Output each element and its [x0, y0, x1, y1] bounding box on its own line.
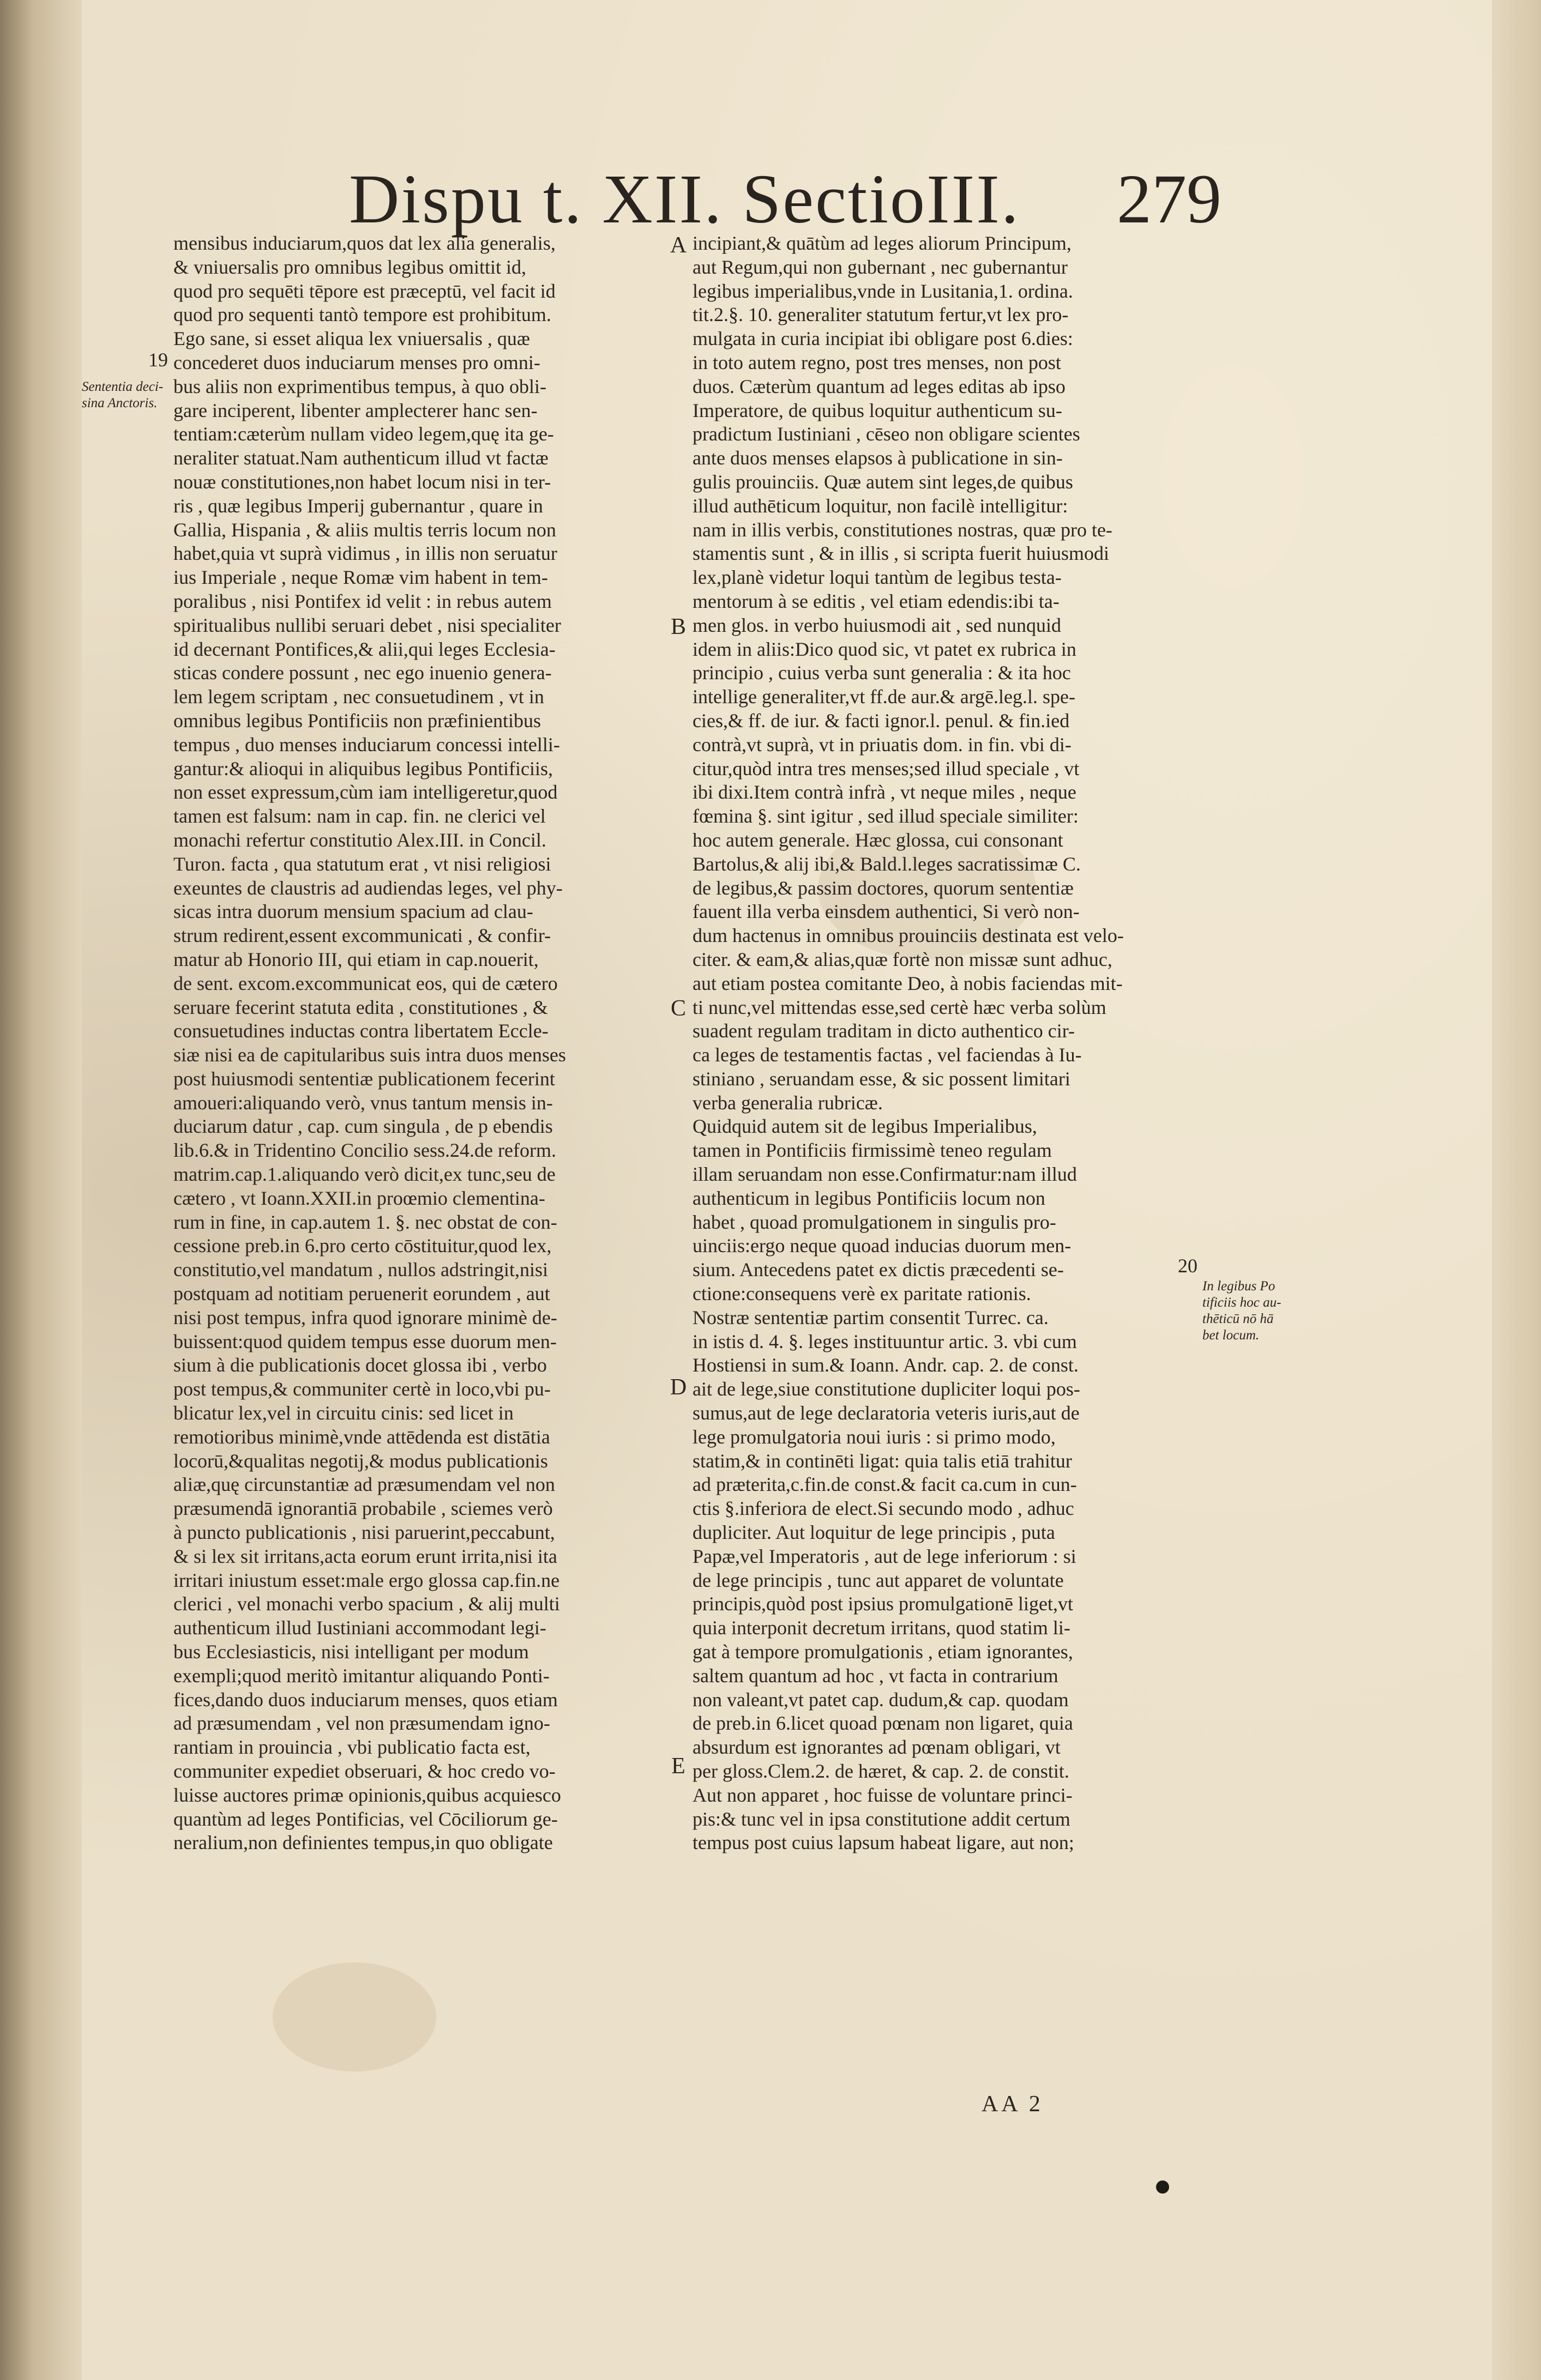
text-line: ti nunc,vel mittendas esse,sed certè hæc verba solùm [693, 996, 1106, 1018]
text-line: aliæ,quę circunstantiæ ad præsumendam vel non [173, 1473, 555, 1496]
text-line: siæ nisi ea de capitularibus suis intra duos menses [173, 1044, 566, 1066]
text-line: de sent. excom.excommunicat eos, qui de cætero [173, 972, 558, 994]
margin-note-line: Sententia deci- [82, 379, 164, 394]
text-line: ctione:consequens verè ex paritate rationis. [693, 1283, 1031, 1305]
text-line: Turon. facta , qua statutum erat , vt nisi religiosi [173, 853, 551, 875]
text-line: ris , quæ legibus Imperij gubernantur , quare in [173, 494, 543, 517]
text-line: exeuntes de claustris ad audiendas leges, vel phy- [173, 877, 563, 899]
left-margin-note [82, 379, 172, 417]
text-line: præsumendā ignorantiā probabile , sciemes verò [173, 1497, 553, 1520]
text-line: tamen in Pontificiis firmissimè teneo regulam [693, 1139, 1052, 1162]
text-line: exempli;quod meritò imitantur aliquando Ponti- [173, 1664, 550, 1687]
text-line: neralium,non definientes tempus,in quo obligate [173, 1832, 553, 1854]
text-line: gare inciperent, libenter amplecterer hanc sen- [173, 399, 538, 421]
text-line: spiritualibus nullibi seruari debet , nisi specialiter [173, 614, 561, 636]
text-line: tempus post cuius lapsum habeat ligare, aut non; [693, 1832, 1074, 1854]
text-line: quod pro sequenti tantò tempore est prohibitum. [173, 304, 551, 326]
text-line: constitutio,vel mandatum , nullos adstringit,nisi [173, 1259, 548, 1281]
text-line: de lege principis , tunc aut apparet de voluntate [693, 1569, 1064, 1591]
text-line: bus aliis non exprimentibus tempus, à quo obli- [173, 375, 546, 397]
text-line: duciarum datur , cap. cum singula , de p ebendis [173, 1115, 553, 1138]
text-line: ibi dixi.Item contrà infrà , vt neque miles , neque [693, 781, 1076, 804]
text-line: stiniano , seruandam esse, & sic possent limitari [693, 1067, 1070, 1090]
text-line: legibus imperialibus,vnde in Lusitania,1. ordina. [693, 280, 1073, 302]
paragraph-number-20: 20 [1178, 1255, 1197, 1277]
text-line: mulgata in curia incipiat ibi obligare post 6.dies: [693, 328, 1073, 350]
page-edge [1492, 0, 1541, 2380]
text-line: ante duos menses elapsos à publicatione in sin- [693, 447, 1063, 469]
text-line: quantùm ad leges Pontificias, vel Cōciliorum ge- [173, 1808, 558, 1830]
section-letter-b: B [670, 614, 686, 639]
paragraph-number-19: 19 [148, 349, 168, 371]
text-line: communiter expediet obseruari, & hoc credo vo- [173, 1760, 556, 1782]
margin-note-line: sina Anctoris. [82, 396, 158, 410]
text-line: pis:& tunc vel in ipsa constitutione addit certum [693, 1808, 1070, 1830]
text-line: aut etiam postea comitante Deo, à nobis faciendas mit- [693, 972, 1123, 994]
text-line: habet , quoad promulgationem in singulis pro- [693, 1211, 1056, 1233]
text-line: locorū,&qualitas negotij,& modus publicationis [173, 1449, 548, 1472]
text-line: ius Imperiale , neque Romæ vim habent in tem- [173, 566, 548, 589]
text-line: lib.6.& in Tridentino Concilio sess.24.de reform. [173, 1139, 556, 1162]
text-line: ca leges de testamentis factas , vel faciendas à Iu- [693, 1044, 1082, 1066]
text-line: clerici , vel monachi verbo spacium , & alij multi [173, 1593, 560, 1615]
text-line: post huiusmodi sententiæ publicationem fecerint [173, 1067, 555, 1090]
text-line: illud authēticum loquitur, non facilè intelligitur: [693, 494, 1068, 517]
text-line: sticas condere possunt , nec ego inuenio genera- [173, 662, 552, 684]
section-letter-c: C [670, 996, 686, 1021]
text-line: tamen est falsum: nam in cap. fin. ne clerici vel [173, 805, 546, 827]
text-line: authenticum illud Iustiniani accommodant legi- [173, 1617, 546, 1639]
gutter-shadow [0, 0, 82, 2380]
text-line: nisi post tempus, infra quod ignorare minimè de- [173, 1306, 557, 1328]
left-text-column [173, 232, 664, 2080]
text-line: sium. Antecedens patet ex dictis præcedenti se- [693, 1259, 1064, 1281]
text-line: illam seruandam non esse.Confirmatur:nam illud [693, 1163, 1077, 1186]
text-line: Aut non apparet , hoc fuisse de voluntare princi- [693, 1784, 1073, 1806]
text-line: remotioribus minimè,vnde attēdenda est distātia [173, 1425, 550, 1448]
text-line: suadent regulam traditam in dicto authentico cir- [693, 1020, 1075, 1042]
text-line: & vniuersalis pro omnibus legibus omittit id, [173, 256, 526, 278]
text-line: lex,planè videtur loqui tantùm de legibus testa- [693, 566, 1062, 589]
text-line: sumus,aut de lege declaratoria veteris iuris,aut de [693, 1402, 1080, 1424]
text-line: saltem quantum ad hoc , vt facta in contrarium [693, 1664, 1058, 1687]
text-line: pradictum Iustiniani , cēseo non obligare scientes [693, 423, 1080, 445]
text-line: ait de lege,siue constitutione dupliciter loqui pos- [693, 1378, 1080, 1400]
margin-note-line: In legibus Po [1202, 1279, 1275, 1294]
text-line: Imperatore, de quibus loquitur authenticum su- [693, 399, 1062, 421]
text-line: quod pro sequēti tēpore est præceptū, vel facit id [173, 280, 556, 302]
text-line: & si lex sit irritans,acta eorum erunt irrita,nisi ita [173, 1545, 557, 1567]
text-line: contrà,vt suprà, vt in priuatis dom. in fin. vbi di- [693, 733, 1072, 756]
text-line: principio , cuius verba sunt generalia : & ita hoc [693, 662, 1071, 684]
text-line: sium à die publicationis docet glossa ibi , verbo [173, 1354, 547, 1376]
text-line: stamentis sunt , & in illis , si scripta fuerit huiusmodi [693, 542, 1109, 565]
margin-note-line: bet locum. [1202, 1328, 1260, 1343]
text-line: non valeant,vt patet cap. dudum,& cap. quodam [693, 1688, 1069, 1711]
text-line: consuetudines inductas contra libertatem Eccle- [173, 1020, 549, 1042]
text-line: intellige generaliter,vt ff.de aur.& argē.leg.l. spe- [693, 686, 1075, 708]
text-line: uinciis:ergo neque quoad inducias duorum men- [693, 1235, 1072, 1257]
text-line: neraliter statuat.Nam authenticum illud vt factæ [173, 447, 549, 469]
text-line: citer. & eam,& alias,quæ fortè non missæ sunt adhuc, [693, 948, 1112, 970]
text-line: matur ab Honorio III, qui etiam in cap.nouerit, [173, 948, 539, 970]
right-text-column [693, 232, 1179, 2080]
text-line: ad præsumendam , vel non præsumendam igno- [173, 1712, 550, 1735]
text-line: matrim.cap.1.aliquando verò dicit,ex tunc,seu de [173, 1163, 556, 1186]
text-line: ctis §.inferiora de elect.Si secundo modo , adhuc [693, 1497, 1074, 1520]
text-line: irritari iniustum esset:male ergo glossa cap.fin.ne [173, 1569, 560, 1591]
text-line: verba generalia rubricæ. [693, 1091, 883, 1114]
signature-mark: AA 2 [982, 2092, 1044, 2117]
text-line: gulis prouinciis. Quæ autem sint leges,de quibus [693, 470, 1073, 493]
text-line: idem in aliis:Dico quod sic, vt patet ex rubrica in [693, 638, 1076, 660]
page-number: 279 [1117, 160, 1221, 238]
text-line: Hostiensi in sum.& Ioann. Andr. cap. 2. de const. [693, 1354, 1079, 1376]
text-line: per gloss.Clem.2. de hæret, & cap. 2. de constit. [693, 1760, 1069, 1782]
text-line: Quidquid autem sit de legibus Imperialibus, [693, 1115, 1037, 1138]
text-line: ad præterita,c.fin.de const.& facit ca.cum in cun- [693, 1473, 1077, 1496]
section-letter-a: A [670, 233, 687, 258]
text-line: Papæ,vel Imperatoris , aut de lege inferiorum : si [693, 1545, 1076, 1567]
text-line: id decernant Pontifices,& alii,qui leges Ecclesia- [173, 638, 556, 660]
text-line: duos. Cæterùm quantum ad leges editas ab ipso [693, 375, 1066, 397]
text-line: strum redirent,essent excommunicati , & confir- [173, 925, 551, 947]
text-line: poralibus , nisi Pontifex id velit : in rebus autem [173, 590, 552, 612]
text-line: hoc autem generale. Hæc glossa, cui consonant [693, 829, 1063, 851]
text-line: de legibus,& passim doctores, quorum sententiæ [693, 877, 1074, 899]
text-line: non esset expressum,cùm iam intelligeretur,quod [173, 781, 558, 804]
text-line: statim,& in continēti ligat: quia talis etiā trahitur [693, 1449, 1072, 1472]
text-line: cies,& ff. de iur. & facti ignor.l. penul. & fin.ied [693, 709, 1070, 732]
text-line: à puncto publicationis , nisi paruerint,peccabunt, [173, 1521, 555, 1544]
text-line: Ego sane, si esset aliqua lex vniuersalis , quæ [173, 328, 530, 350]
text-line: mentorum à se editis , vel etiam edendis:ibi ta- [693, 590, 1060, 612]
section-letter-e: E [671, 1754, 685, 1779]
text-line: de preb.in 6.licet quoad pœnam non ligaret, quia [693, 1712, 1073, 1735]
ink-dot [1156, 2180, 1169, 2194]
text-line: dupliciter. Aut loquitur de lege principis , puta [693, 1521, 1055, 1544]
text-line: in istis d. 4. §. leges instituuntur artic. 3. vbi cum [693, 1330, 1077, 1352]
text-line: monachi refertur constitutio Alex.III. in Concil. [173, 829, 546, 851]
text-line: blicatur lex,vel in circuitu cinis: sed licet in [173, 1402, 514, 1424]
text-line: fauent illa verba einsdem authentici, Si verò non- [693, 901, 1080, 923]
text-line: lege promulgatoria noui iuris : si primo modo, [693, 1425, 1056, 1448]
text-line: citur,quòd intra tres menses;sed illud speciale , vt [693, 757, 1080, 780]
text-line: omnibus legibus Pontificiis non præfinientibus [173, 709, 541, 732]
text-line: gat à tempore promulgationis , etiam ignorantes, [693, 1641, 1073, 1663]
text-line: luisse auctores primæ opinionis,quibus acquiesco [173, 1784, 561, 1806]
text-line: Nostræ sententiæ partim consentit Turrec. ca. [693, 1306, 1049, 1328]
text-line: dum hactenus in omnibus prouinciis destinata est velo- [693, 925, 1124, 947]
text-line: rantiam in prouincia , vbi publicatio facta est, [173, 1736, 531, 1759]
text-line: men glos. in verbo huiusmodi ait , sed nunquid [693, 614, 1061, 636]
text-line: lem legem scriptam , nec consuetudinem , vt in [173, 686, 544, 708]
text-line: buissent:quod quidem tempus esse duorum men- [173, 1330, 557, 1352]
right-margin-note [1202, 1278, 1295, 1346]
text-line: incipiant,& quātùm ad leges aliorum Principum, [693, 232, 1072, 254]
text-line: tit.2.§. 10. generaliter statutum fertur,vt lex pro- [693, 304, 1069, 326]
text-line: nam in illis verbis, constitutiones nostras, quæ pro te- [693, 518, 1112, 541]
margin-note-line: tificiis hoc au- [1202, 1295, 1281, 1310]
text-line: tentiam:cæterùm nullam video legem,quę ita ge- [173, 423, 554, 445]
text-line: post tempus,& communiter certè in loco,vbi pu- [173, 1378, 551, 1400]
text-line: rum in fine, in cap.autem 1. §. nec obstat de con- [173, 1211, 557, 1233]
text-line: gantur:& alioqui in aliquibus legibus Pontificiis, [173, 757, 553, 780]
section-letter-d: D [670, 1375, 687, 1400]
text-line: absurdum est ignorantes ad pœnam obligari, vt [693, 1736, 1061, 1759]
text-line: principis,quòd post ipsius promulgationē liget,vt [693, 1593, 1073, 1615]
text-line: bus Ecclesiasticis, nisi intelligant per modum [173, 1641, 529, 1663]
text-line: Gallia, Hispania , & aliis multis terris locum non [173, 518, 556, 541]
text-line: in toto autem regno, post tres menses, non post [693, 351, 1061, 373]
text-line: cessione preb.in 6.pro certo cōstituitur,quod lex, [173, 1235, 552, 1257]
text-line: mensibus induciarum,quos dat lex alia generalis, [173, 232, 556, 254]
text-line: tempus , duo menses induciarum concessi intelli- [173, 733, 560, 756]
text-line: fœmina §. sint igitur , sed illud speciale similiter: [693, 805, 1079, 827]
text-line: quia interponit decretum irritans, quod statim li- [693, 1617, 1070, 1639]
text-line: sicas intra duorum mensium spacium ad clau- [173, 901, 533, 923]
text-line: fices,dando duos induciarum menses, quos etiam [173, 1688, 558, 1711]
text-line: seruare fecerint statuta edita , constitutiones , & [173, 996, 548, 1018]
text-line: nouæ constitutiones,non habet locum nisi in ter- [173, 470, 551, 493]
running-title: Dispu t. XII. SectioIII. [349, 160, 1020, 238]
text-line: cætero , vt Ioann.XXII.in proœmio clementina- [173, 1187, 545, 1209]
text-line: concederet duos induciarum menses pro omni- [173, 351, 540, 373]
page-header [0, 158, 1541, 240]
margin-note-line: thēticū nō hā [1202, 1312, 1274, 1326]
text-line: aut Regum,qui non gubernant , nec gubernantur [693, 256, 1068, 278]
text-line: postquam ad notitiam peruenerit eorundem , aut [173, 1283, 550, 1305]
text-line: habet,quia vt suprà vidimus , in illis non seruatur [173, 542, 557, 565]
text-line: Bartolus,& alij ibi,& Bald.l.leges sacratissimæ C. [693, 853, 1081, 875]
text-line: amoueri:aliquando verò, vnus tantum mensis in- [173, 1091, 553, 1114]
text-line: authenticum in legibus Pontificiis locum non [693, 1187, 1045, 1209]
